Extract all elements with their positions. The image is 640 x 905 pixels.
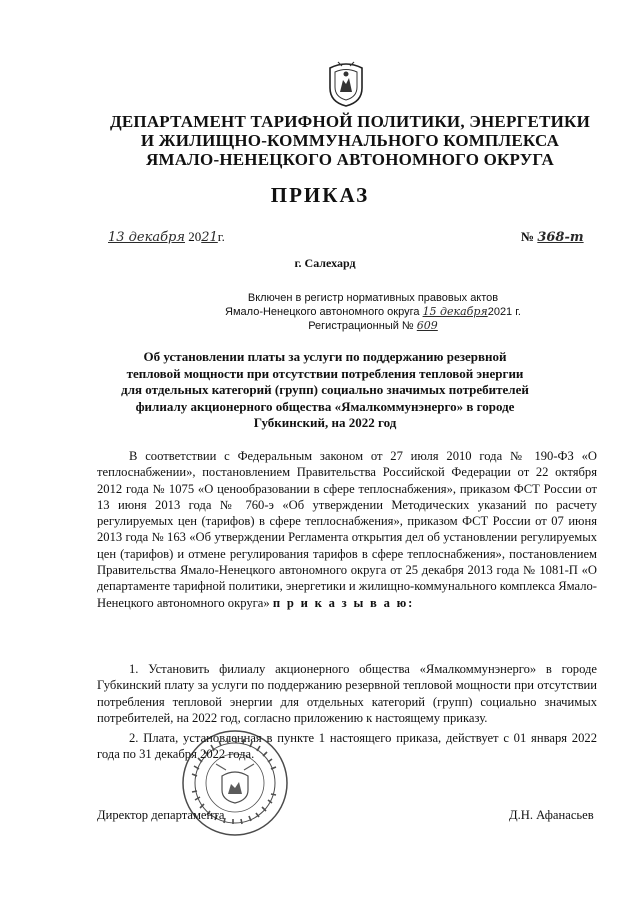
order-items (97, 661, 597, 767)
order-title (110, 349, 540, 432)
order-title-line-2: тепловой мощности при отсутствии потребления тепловой энергии (126, 365, 524, 381)
order-date-handwritten: 13 декабря (108, 230, 185, 245)
order-date-year-handwritten: 21 (201, 230, 218, 245)
signatory-position: Директор департамента (97, 808, 225, 822)
registry-date-handwritten: 15 декабря (422, 305, 488, 318)
preamble-order-word: п р и к а з ы в а ю: (272, 595, 415, 610)
registry-note (198, 291, 548, 333)
order-date (108, 229, 225, 245)
department-line-3: ЯМАЛО-НЕНЕЦКОГО АВТОНОМНОГО ОКРУГА (145, 150, 555, 169)
yamal-coat-of-arms-icon (326, 58, 366, 108)
signatory-name: Д.Н. Афанасьев (509, 808, 594, 822)
order-title-line-5: Губкинский, на 2022 год (253, 415, 397, 431)
order-title-line-3: для отдельных категорий (групп) социально значимых потребителей (121, 382, 529, 398)
order-date-suffix: г. (217, 229, 225, 244)
department-name (100, 112, 600, 169)
order-number (521, 229, 584, 245)
registry-number-label: Регистрационный № (308, 320, 414, 332)
preamble-paragraph (97, 448, 597, 611)
order-item-1: 1. Установить филиалу акционерного общества «Ямалкоммунэнерго» в городе Губкинский плату за услуги по поддержанию резервной тепловой мощности при отсутствии потребления тепловой энергии для отдельных категорий (групп) социально значимых потребителей, на 2022 год, согласно приложению к настоящему приказу. (97, 662, 597, 725)
department-line-2: И ЖИЛИЩНО-КОММУНАЛЬНОГО КОМПЛЕКСА (140, 131, 560, 150)
registry-line-2-prefix: Ямало-Ненецкого автономного округа (225, 306, 420, 318)
city: г. Салехард (294, 256, 356, 270)
registry-line-3 (198, 319, 548, 333)
order-number-label: № (521, 229, 535, 244)
order-title-line-1: Об установлении платы за услуги по поддержанию резервной (143, 349, 507, 364)
registry-line-1: Включен в регистр нормативных правовых актов (247, 292, 499, 304)
registry-number-handwritten: 609 (416, 319, 438, 332)
department-line-1: ДЕПАРТАМЕНТ ТАРИФНОЙ ПОЛИТИКИ, ЭНЕРГЕТИКИ (109, 112, 591, 131)
preamble-text: В соответствии с Федеральным законом от 27 июля 2010 года № 190-ФЗ «О теплоснабжении», постановлением Правительства Российской Федерации от 22 октября 2012 года № 1075 «О ценообразовании в сфере теплоснабжения», приказом ФСТ России от 13 июня 2013 года № 760-э «Об утверждении Методических указаний по расчету регулируемых цен (тарифов) в сфере теплоснабжения», приказом ФСТ России от 07 июня 2013 года № 163 «Об утверждении Регламента открытия дел об установлении регулируемых цен (тарифов) и отмене регулирования тарифов в сфере теплоснабжения», постановлением Правительства Ямало-Ненецкого автономного округа от 25 декабря 2013 года № 1081-П «О департаменте тарифной политики, энергетики и жилищно-коммунального комплекса Ямало-Ненецкого автономного округа» (97, 449, 597, 610)
document-type-heading: ПРИКАЗ (270, 183, 370, 207)
order-title-line-4: филиалу акционерного общества «Ямалкоммунэнерго» в городе (135, 398, 515, 414)
order-date-year-prefix: 20 (188, 229, 202, 244)
registry-line-2-suffix: 2021 г. (487, 306, 521, 318)
order-number-value: 368-т (537, 230, 584, 245)
registry-line-2 (198, 305, 548, 319)
order-item-2: 2. Плата, установленная в пункте 1 настоящего приказа, действует с 01 января 2022 года по 31 декабря 2022 года. (97, 731, 597, 762)
